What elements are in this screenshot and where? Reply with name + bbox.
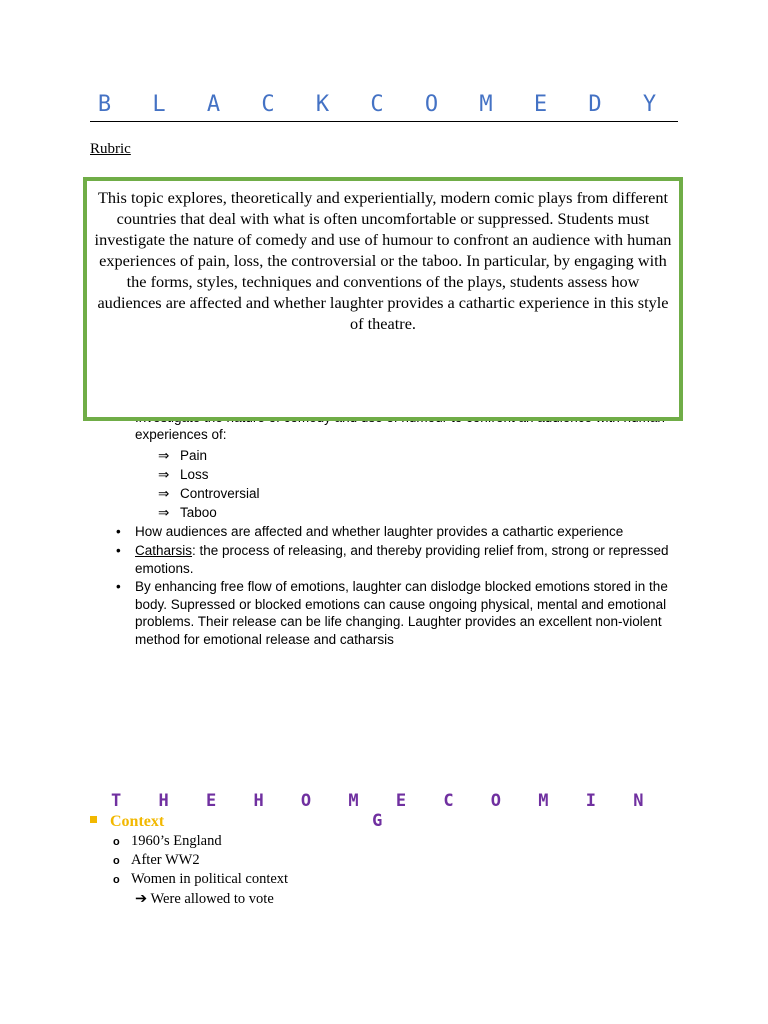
- document-title: B L A C K C O M E D Y: [97, 92, 671, 117]
- experience-item-pain: ⇒ Pain: [158, 448, 208, 463]
- context-heading: Context: [90, 813, 164, 831]
- rubric-box: [83, 177, 683, 421]
- experience-item-loss: ⇒ Loss: [158, 467, 209, 482]
- implies-arrow-icon: ⇒: [158, 448, 170, 463]
- rubric-label: Rubric: [90, 141, 131, 157]
- implies-arrow-icon: ⇒: [158, 486, 170, 501]
- implies-arrow-icon: ⇒: [158, 505, 170, 520]
- implies-arrow-icon: ⇒: [158, 467, 170, 482]
- circle-bullet-icon: o: [113, 855, 120, 867]
- title-rule: [90, 121, 678, 122]
- section-title-homecoming: T H E H O M E C O M I N G: [111, 791, 657, 831]
- bullet-dot: •: [116, 579, 121, 594]
- bullet-dot: •: [116, 524, 121, 539]
- context-subitem: ➔ Were allowed to vote: [135, 891, 274, 907]
- context-item: o 1960’s England: [113, 833, 222, 849]
- circle-bullet-icon: o: [113, 836, 120, 848]
- catharsis-definition: : the process of releasing, and thereby providing relief from, strong or repressed emotions.: [135, 543, 669, 576]
- bullet-catharsis: [116, 542, 681, 577]
- circle-bullet-icon: o: [113, 874, 120, 886]
- bullet-dot: •: [116, 543, 121, 558]
- context-item: o After WW2: [113, 852, 200, 868]
- bullet-audiences: • How audiences are affected and whether laughter provides a cathartic experience: [116, 524, 624, 539]
- context-item: o Women in political context: [113, 871, 289, 887]
- rubric-box-text: This topic explores, theoretically and experientially, modern comic plays from different countries that deal with what is often uncomfortable or suppressed. Students must investigate the nature of comedy and use of humour to confront an audience with human experiences of pain, loss, the controversial or the taboo. In particular, by engaging with the forms, styles, techniques and conventions of the plays, students assess how audiences are affected and whether laughter provides a cathartic experience in this style of theatre.: [94, 188, 672, 333]
- catharsis-term: Catharsis: [135, 543, 193, 558]
- bullet-laughter: • By enhancing free flow of emotions, laughter can dislodge blocked emotions stored in the body. Supressed or blocked emotions can cause ongoing physical, mental and emotional problems. Their release can be life changing. Laughter provides an excellent non-violent method for emotional release and catharsis: [116, 579, 668, 647]
- partially-hidden-bullet: experiences of:: [135, 427, 227, 442]
- experience-item-taboo: ⇒ Taboo: [158, 505, 217, 520]
- square-bullet-icon: [90, 816, 97, 823]
- right-arrow-icon: ➔: [135, 891, 148, 907]
- experience-item-controversial: ⇒ Controversial: [158, 486, 260, 501]
